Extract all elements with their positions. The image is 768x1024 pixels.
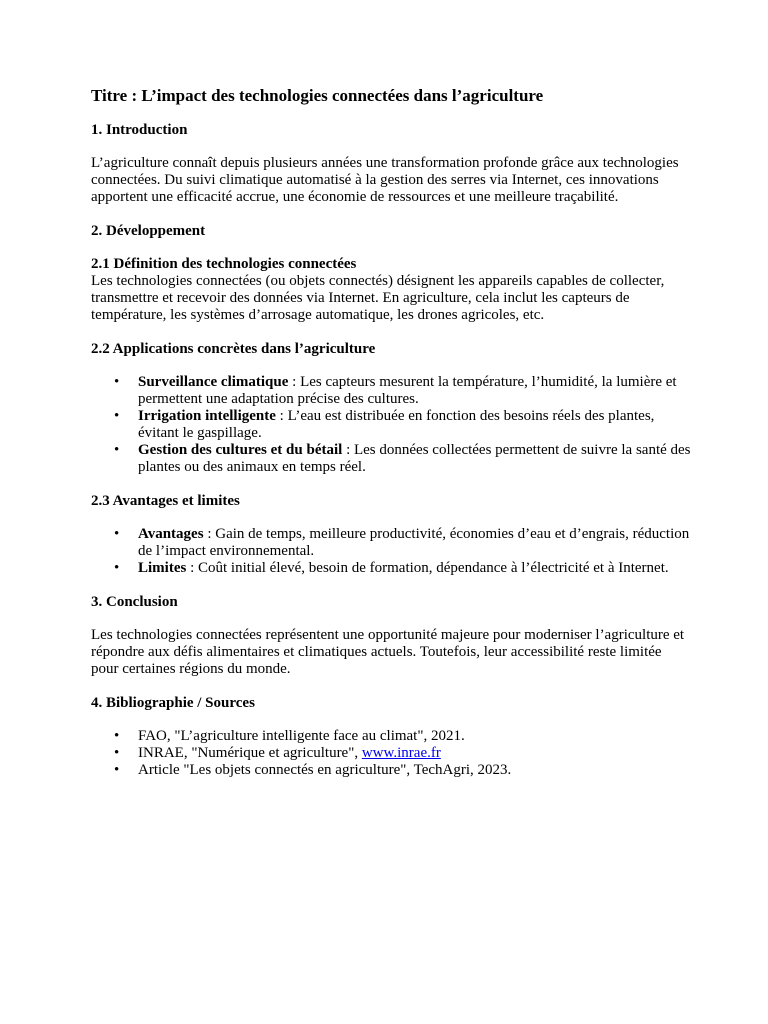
applications-list [91,374,691,476]
list-item-text: : Coût initial élevé, besoin de formation, dépendance à l’électricité et à Internet. [186,560,669,576]
document-page [91,86,691,779]
section-heading-conclusion: 3. Conclusion [91,594,178,610]
definition-paragraph: Les technologies connectées (ou objets connectés) désignent les appareils capables de collecter, transmettre et recevoir des données via Internet. En agriculture, cela inclut les capteurs de température, les systèmes d’arrosage automatique, les drones agricoles, etc. [91,273,665,323]
section-heading-development: 2. Développement [91,223,206,239]
list-item-term: Limites [138,560,187,576]
list-item-text: : Gain de temps, meilleure productivité, économies d’eau et d’engrais, réduction de l’impact environnemental. [138,526,690,559]
inrae-link[interactable]: www.inrae.fr [361,745,441,761]
section-heading-introduction: 1. Introduction [91,122,188,138]
list-item [138,374,691,408]
document-title: Titre : L’impact des technologies connectées dans l’agriculture [91,86,544,105]
bibliography-text: FAO, "L’agriculture intelligente face au climat", 2021. [138,728,465,744]
list-item [138,442,691,476]
bibliography-list [91,728,691,779]
list-item-term: Gestion des cultures et du bétail [138,442,343,458]
list-item [138,408,691,442]
bibliography-item [138,745,691,762]
bibliography-item [138,762,691,779]
list-item-term: Avantages [138,526,204,542]
list-item-text: : Les capteurs mesurent la température, l’humidité, la lumière et permettent une adaptation précise des cultures. [138,374,677,407]
conclusion-paragraph: Les technologies connectées représentent une opportunité majeure pour moderniser l’agriculture et répondre aux défis alimentaires et climatiques actuels. Toutefois, leur accessibilité reste limitée pour certaines régions du monde. [91,627,685,677]
list-item [138,526,691,560]
subsection-heading-advantages-limits: 2.3 Avantages et limites [91,493,240,509]
bibliography-text: INRAE, "Numérique et agriculture", [138,745,362,761]
introduction-paragraph: L’agriculture connaît depuis plusieurs années une transformation profonde grâce aux technologies connectées. Du suivi climatique automatisé à la gestion des serres via Internet, ces innovations apportent une efficacité accrue, une économie de ressources et une meilleure traçabilité. [91,155,679,205]
advantages-limits-list [91,526,691,577]
bibliography-item [138,728,691,745]
list-item-text: : Les données collectées permettent de suivre la santé des plantes ou des animaux en temps réel. [138,442,691,475]
subsection-heading-definition: 2.1 Définition des technologies connectées [91,256,357,272]
list-item [138,560,691,577]
list-item-term: Irrigation intelligente [138,408,276,424]
bibliography-text: Article "Les objets connectés en agriculture", TechAgri, 2023. [138,762,512,778]
list-item-text: : L’eau est distribuée en fonction des besoins réels des plantes, évitant le gaspillage. [138,408,655,441]
subsection-heading-applications: 2.2 Applications concrètes dans l’agriculture [91,341,376,357]
list-item-term: Surveillance climatique [138,374,289,390]
section-heading-bibliography: 4. Bibliographie / Sources [91,695,255,711]
